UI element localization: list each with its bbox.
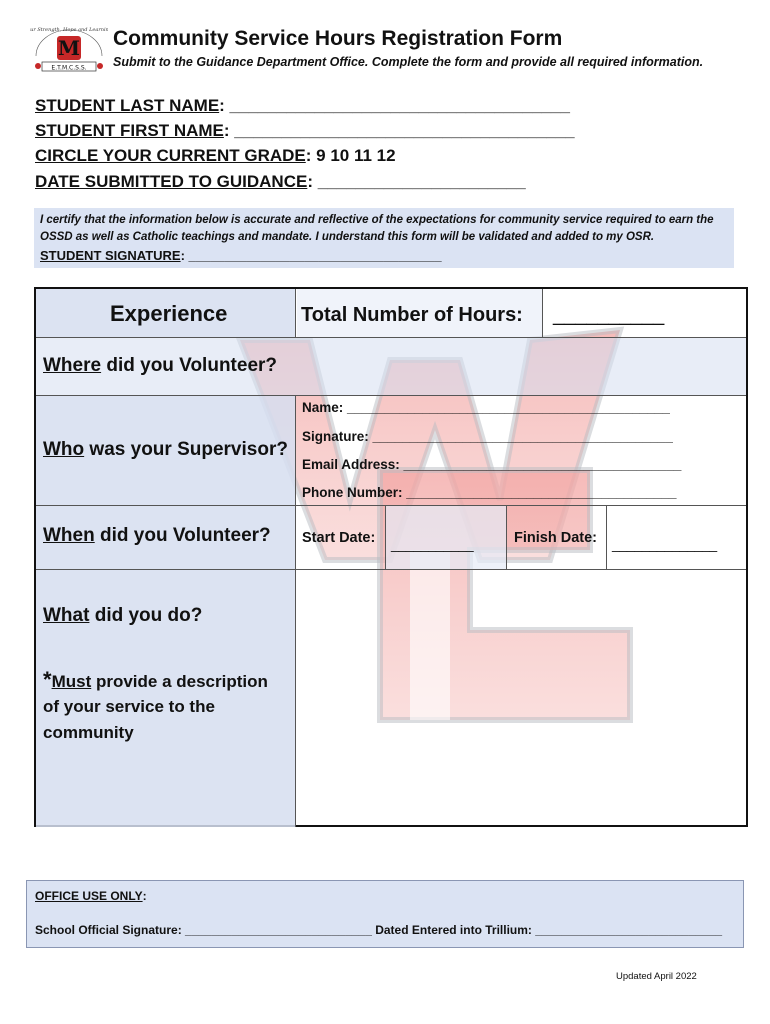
what-keyword: What bbox=[43, 605, 90, 626]
total-hours-blank[interactable]: __________ bbox=[553, 304, 665, 326]
student-signature-blank: : ___________________________________ bbox=[180, 248, 442, 263]
logo-arc-text: Our Strength, Hope and Learning bbox=[30, 27, 108, 33]
when-keyword: When bbox=[43, 525, 95, 546]
when-question bbox=[43, 525, 271, 547]
where-question-rest: did you Volunteer? bbox=[101, 355, 278, 376]
grade-options: : 9 10 11 12 bbox=[305, 146, 396, 165]
office-use-box bbox=[26, 880, 744, 948]
experience-table bbox=[34, 287, 748, 827]
when-question-rest: did you Volunteer? bbox=[94, 525, 271, 546]
supervisor-phone-field[interactable]: Phone Number: ____________________________________ bbox=[302, 485, 677, 500]
total-hours-label: Total Number of Hours: bbox=[301, 304, 523, 326]
finish-date-blank[interactable]: ______________ bbox=[612, 537, 718, 552]
school-crest-logo bbox=[30, 22, 108, 74]
certification-box bbox=[34, 208, 734, 268]
office-signature-line[interactable]: School Official Signature: ____________________________ Dated Entered into Trillium: ____________________________ bbox=[35, 923, 723, 937]
student-last-name-line[interactable] bbox=[35, 96, 570, 116]
logo-bottom-text: E.T.M.C.S.S. bbox=[51, 64, 87, 72]
student-last-name-label: STUDENT LAST NAME bbox=[35, 96, 220, 115]
finish-date-label: Finish Date: bbox=[514, 530, 597, 546]
form-subtitle: Submit to the Guidance Department Office. Complete the form and provide all required information. bbox=[113, 55, 704, 69]
must-note-line3: community bbox=[43, 723, 134, 742]
logo-letter: M bbox=[57, 36, 81, 60]
where-question bbox=[43, 355, 277, 377]
office-use-title: OFFICE USE ONLY: bbox=[35, 889, 147, 903]
must-provide-note bbox=[43, 667, 268, 693]
student-first-name-blank: : ____________________________________ bbox=[223, 121, 575, 140]
experience-header: Experience bbox=[110, 301, 228, 326]
updated-date: Updated April 2022 bbox=[616, 971, 697, 982]
who-keyword: Who bbox=[43, 439, 85, 460]
what-question-rest: did you do? bbox=[89, 605, 203, 626]
student-first-name-line[interactable] bbox=[35, 121, 575, 141]
date-submitted-blank: : ______________________ bbox=[307, 172, 526, 191]
date-submitted-label: DATE SUBMITTED TO GUIDANCE bbox=[35, 172, 308, 191]
must-note-line2: of your service to the bbox=[43, 697, 215, 716]
supervisor-name-field[interactable]: Name: ___________________________________________ bbox=[302, 400, 670, 415]
must-star: * bbox=[43, 667, 52, 692]
where-keyword: Where bbox=[43, 355, 102, 376]
student-signature-line[interactable] bbox=[40, 248, 728, 263]
form-title: Community Service Hours Registration Form bbox=[113, 27, 563, 50]
must-keyword: Must bbox=[51, 672, 92, 691]
must-note-rest: provide a description bbox=[91, 672, 268, 691]
who-question-rest: was your Supervisor? bbox=[84, 439, 288, 460]
what-question bbox=[43, 605, 202, 627]
student-signature-label: STUDENT SIGNATURE bbox=[40, 248, 181, 263]
certification-text: I certify that the information below is accurate and reflective of the expectations for community service required to earn the OSSD as well as Catholic teachings and mandate. I understand this form will be validated and added to my OSR. bbox=[40, 214, 714, 243]
student-last-name-blank: : ____________________________________ bbox=[219, 96, 570, 115]
supervisor-email-field[interactable]: Email Address: _____________________________________ bbox=[302, 457, 682, 472]
grade-label: CIRCLE YOUR CURRENT GRADE bbox=[35, 146, 306, 165]
grade-line[interactable] bbox=[35, 146, 396, 166]
start-date-blank[interactable]: ___________ bbox=[391, 537, 474, 552]
supervisor-signature-field[interactable]: Signature: ________________________________________ bbox=[302, 429, 673, 444]
student-first-name-label: STUDENT FIRST NAME bbox=[35, 121, 224, 140]
description-area[interactable] bbox=[297, 570, 746, 825]
start-date-label: Start Date: bbox=[302, 530, 376, 546]
who-question bbox=[43, 439, 288, 461]
date-submitted-line[interactable] bbox=[35, 172, 526, 192]
